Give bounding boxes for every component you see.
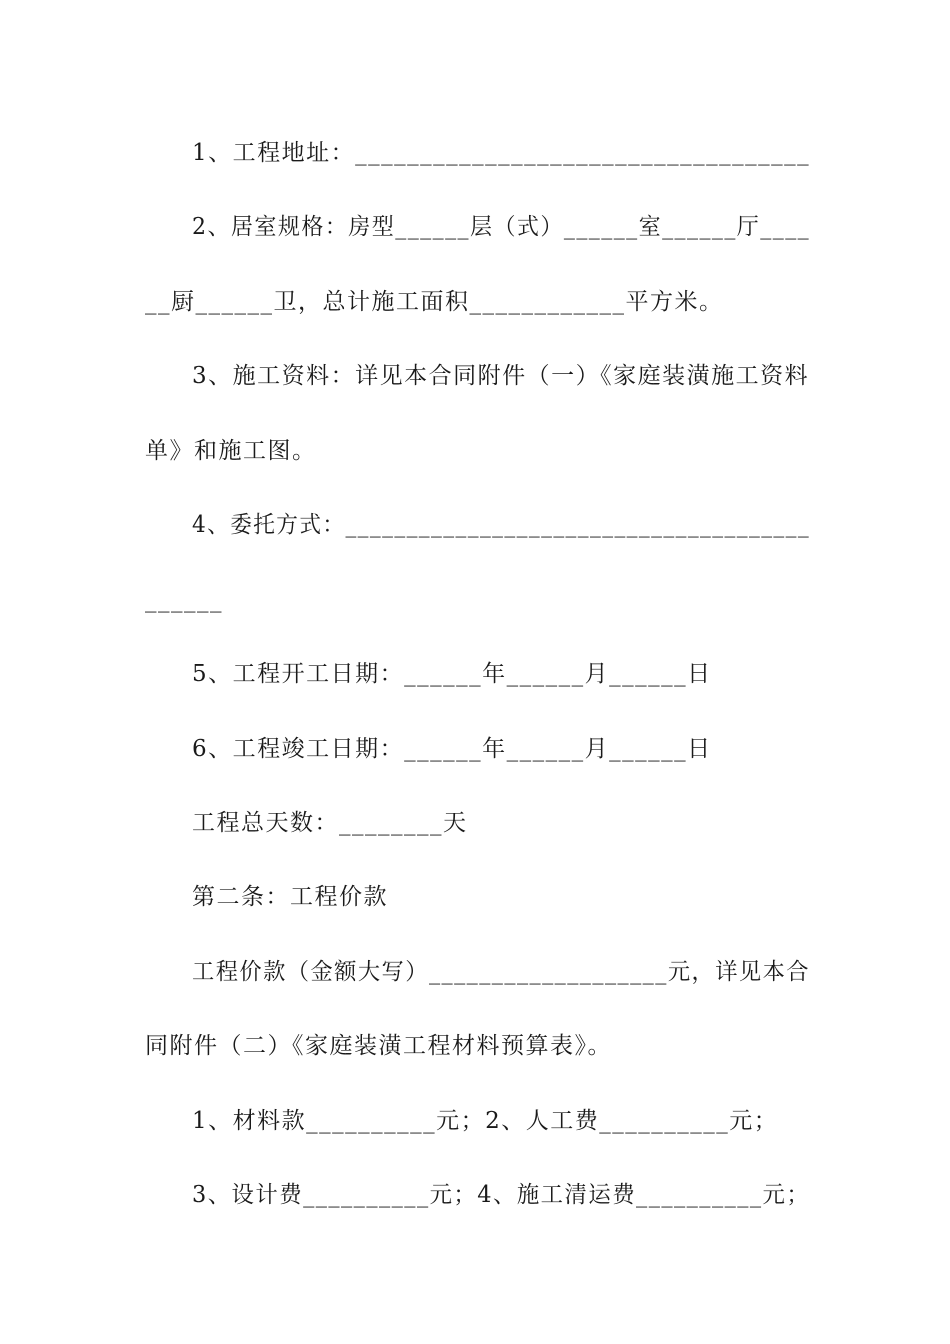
room-spec-continuation-line: __厨______卫，总计施工面积____________平方米。 xyxy=(145,289,724,315)
commission-method-continuation-line: ______ xyxy=(145,587,223,613)
project-price-line: 工程价款（金额大写）___________________元，详见本合 xyxy=(192,959,810,985)
material-labor-fee-line: 1、材料款__________元；2、人工费__________元； xyxy=(192,1108,779,1134)
start-date-line: 5、工程开工日期：______年______月______日 xyxy=(192,661,712,687)
project-address-line: 1、工程地址：___________________________________ xyxy=(192,140,811,166)
total-days-line: 工程总天数：________天 xyxy=(192,810,468,836)
construction-materials-continuation-line: 单》和施工图。 xyxy=(145,438,317,464)
project-price-continuation-line: 同附件（二）《家庭装潢工程材料预算表》。 xyxy=(145,1033,612,1059)
commission-method-line: 4、委托方式：______________________________________ xyxy=(192,512,811,538)
article-two-heading: 第二条：工程价款 xyxy=(192,884,388,910)
completion-date-line: 6、工程竣工日期：______年______月______日 xyxy=(192,736,712,762)
design-cleanup-fee-line: 3、设计费__________元；4、施工清运费__________元； xyxy=(192,1182,811,1208)
construction-materials-line: 3、施工资料：详见本合同附件（一）《家庭装潢施工资料 xyxy=(192,363,810,389)
room-spec-line: 2、居室规格：房型______层（式）______室______厅____ xyxy=(192,214,811,240)
